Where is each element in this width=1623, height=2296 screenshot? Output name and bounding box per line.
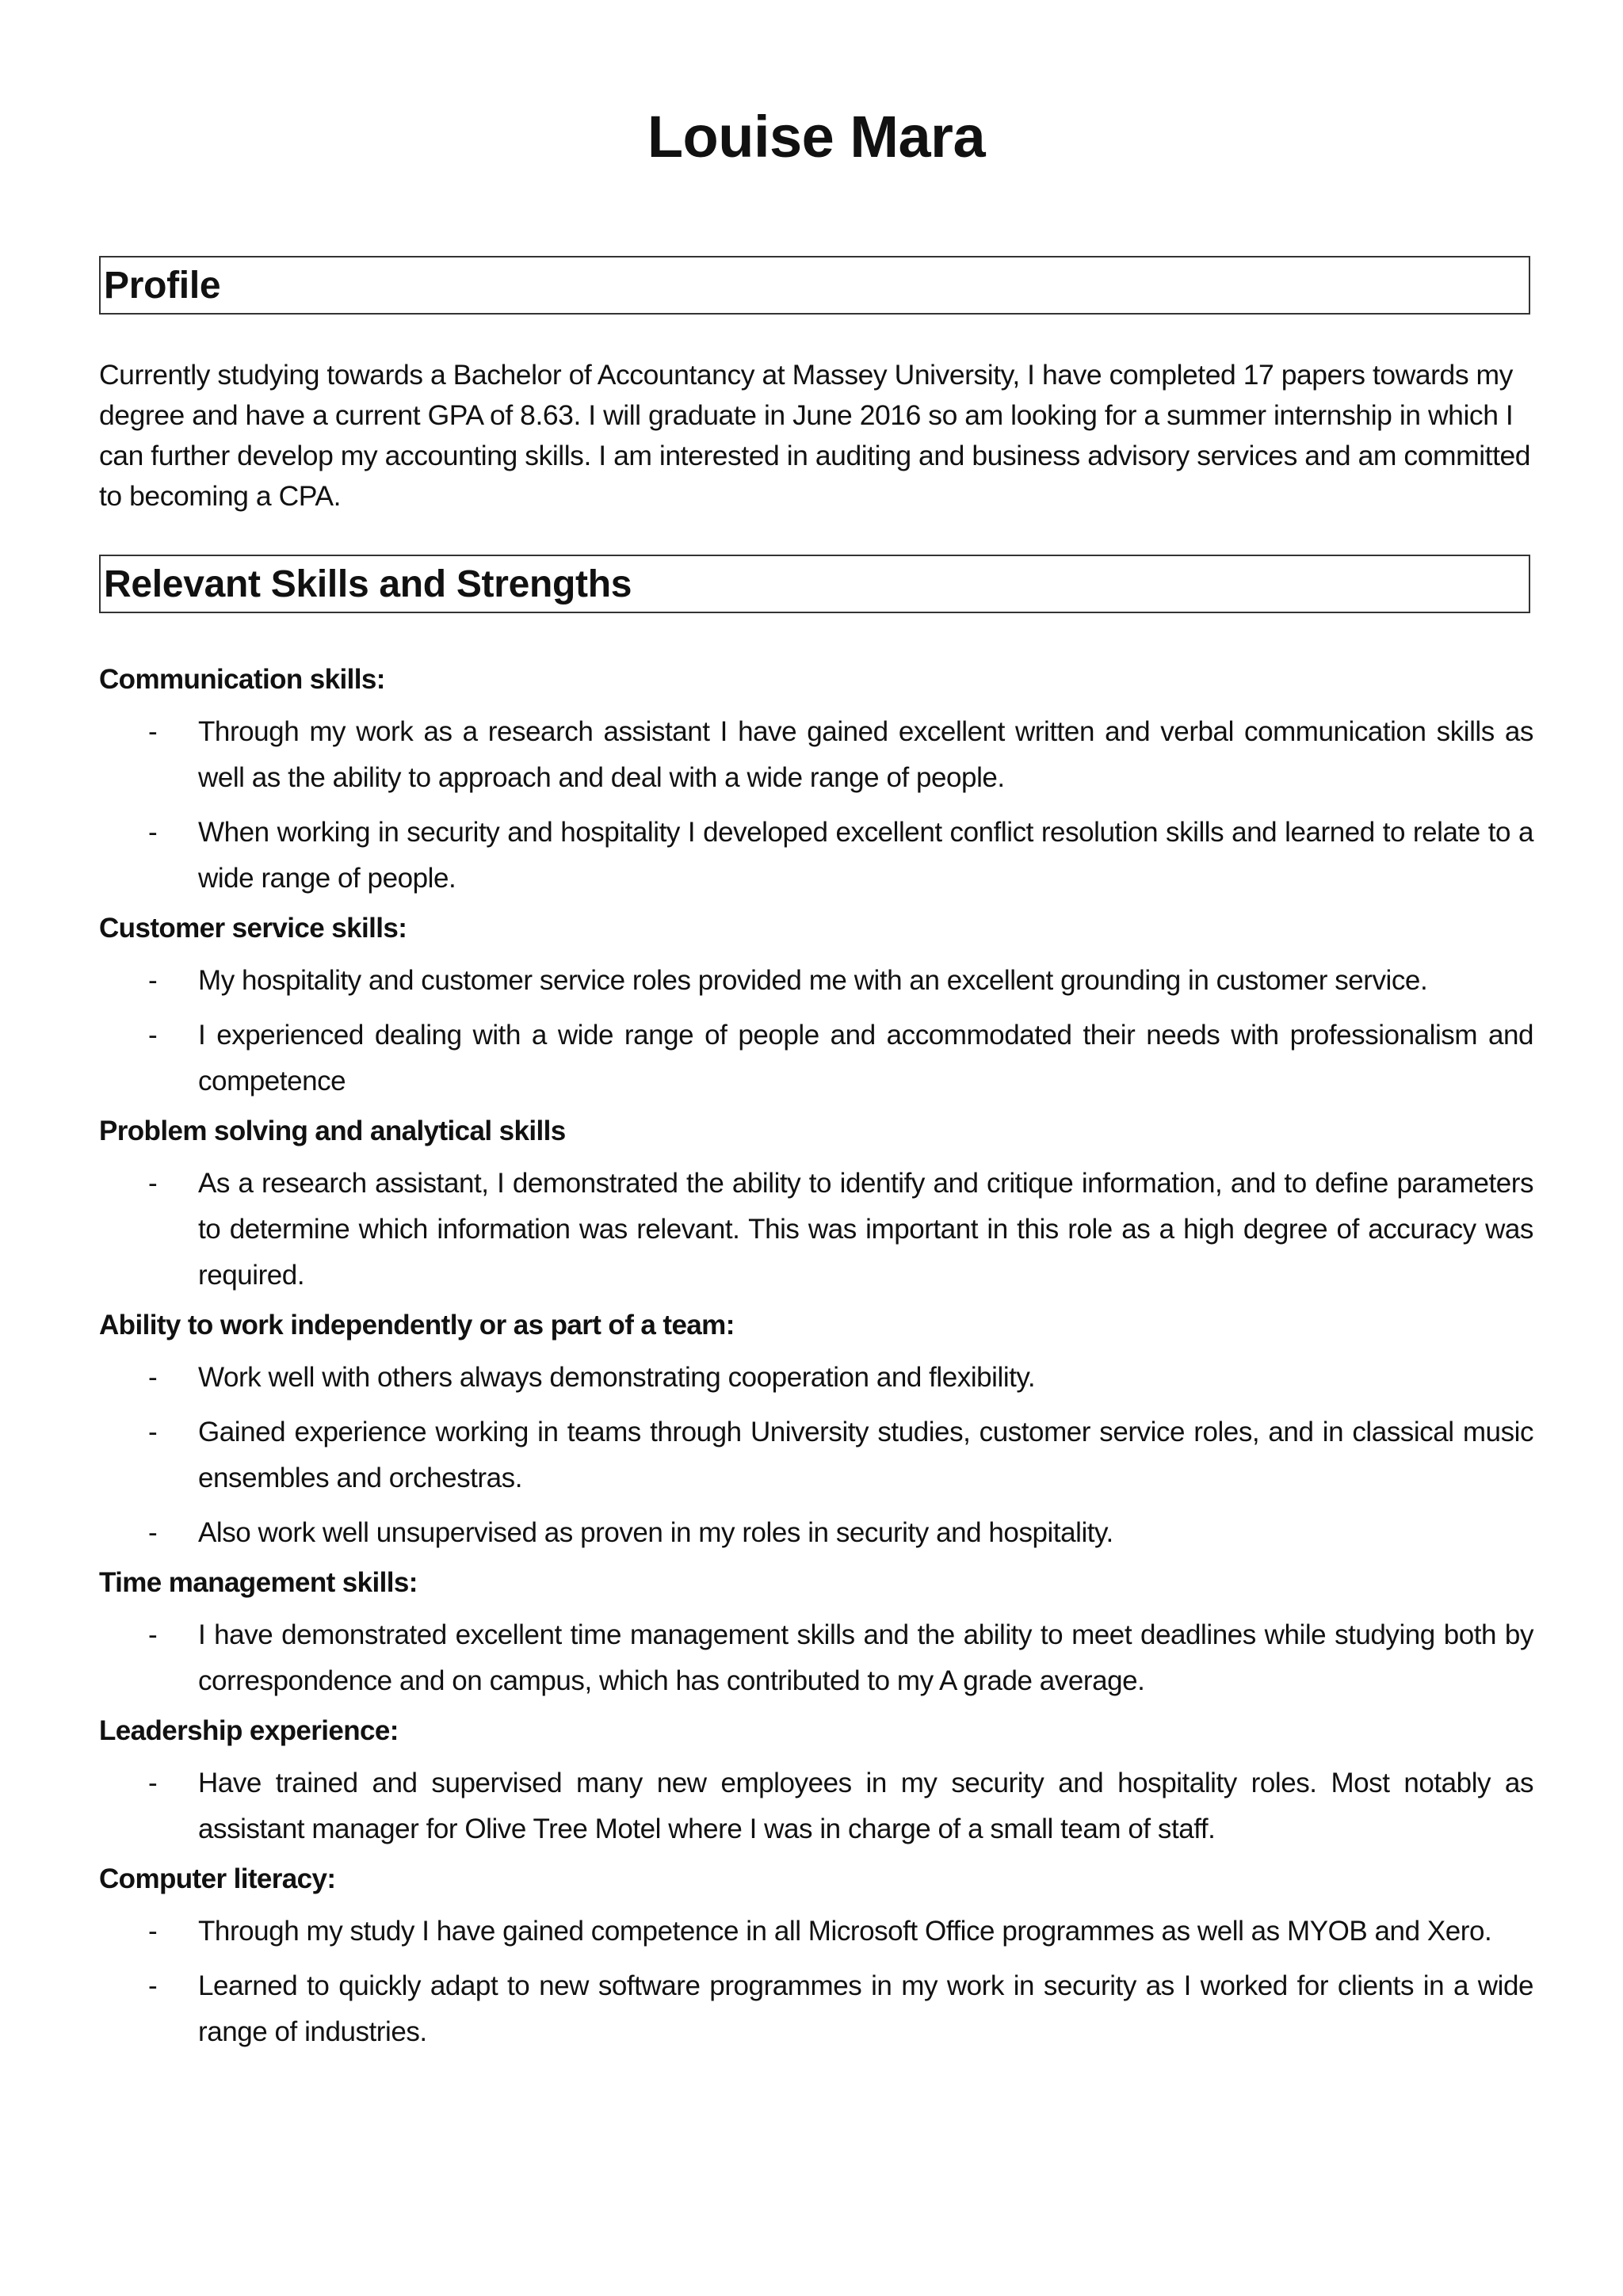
bullet-dash: - (148, 817, 158, 848)
skill-bullet (99, 1760, 1533, 1852)
skill-bullet (99, 1909, 1533, 1955)
skill-group-heading: Computer literacy: (99, 1863, 336, 1894)
profile-text: Currently studying towards a Bachelor of Accountancy at Massey University, I have completed 17 papers towards my degree and have a current GPA of 8.63. I will graduate in June 2016 so am looking for a summer internship in which I can further develop my accounting skills. I am interested in auditing and business advisory services and am committed to becoming a CPA. (99, 359, 1531, 512)
bullet-dash: - (148, 1020, 158, 1051)
bullet-dash: - (148, 1970, 158, 2001)
skill-group-heading: Problem solving and analytical skills (99, 1116, 566, 1146)
skill-bullet (99, 1161, 1533, 1299)
skill-group-heading: Customer service skills: (99, 913, 407, 944)
skill-bullet (99, 1612, 1533, 1704)
skill-bullet-text: Work well with others always demonstrating cooperation and flexibility. (198, 1362, 1036, 1393)
skills-list (99, 659, 1533, 2055)
skill-bullet-text: Have trained and supervised many new employees in my security and hospitality roles. Most notably as assistant manager for Olive Tree Motel where I was in charge of a small team of staff. (198, 1768, 1533, 1844)
bullet-dash: - (148, 1768, 158, 1798)
skill-group-heading: Communication skills: (99, 664, 385, 695)
skill-bullet-text: As a research assistant, I demonstrated the ability to identify and critique information, and to define parameters to determine which information was relevant. This was important in this role as a high degree of accuracy was required. (198, 1168, 1533, 1291)
skills-section-header: Relevant Skills and Strengths (99, 555, 1530, 613)
skill-bullet-text: Gained experience working in teams through University studies, customer service roles, and in classical music ensembles and orchestras. (198, 1417, 1533, 1493)
candidate-name: Louise Mara (647, 104, 986, 170)
skill-group-heading: Time management skills: (99, 1567, 418, 1598)
skill-group-heading: Ability to work independently or as part of a team: (99, 1310, 735, 1341)
skill-group-heading: Leadership experience: (99, 1715, 399, 1746)
skill-bullet-text: I experienced dealing with a wide range of people and accommodated their needs with professionalism and competence (198, 1020, 1533, 1097)
skill-bullet-text: My hospitality and customer service roles provided me with an excellent grounding in customer service. (198, 965, 1428, 996)
bullet-dash: - (148, 1517, 158, 1548)
bullet-dash: - (148, 716, 158, 747)
bullet-dash: - (148, 1417, 158, 1447)
bullet-dash: - (148, 1168, 158, 1199)
skill-bullet (99, 958, 1533, 1004)
profile-section-header: Profile (99, 256, 1530, 315)
skill-bullet-text: Through my study I have gained competence in all Microsoft Office programmes as well as MYOB and Xero. (198, 1916, 1492, 1947)
skill-bullet (99, 1510, 1533, 1556)
skill-bullet (99, 1013, 1533, 1104)
skill-bullet (99, 709, 1533, 801)
bullet-dash: - (148, 965, 158, 996)
skill-bullet-text: When working in security and hospitality I developed excellent conflict resolution skills and learned to relate to a wide range of people. (198, 817, 1533, 894)
skill-bullet-text: Also work well unsupervised as proven in my roles in security and hospitality. (198, 1517, 1113, 1548)
bullet-dash: - (148, 1362, 158, 1393)
skill-bullet (99, 1409, 1533, 1501)
skill-bullet (99, 810, 1533, 902)
skill-bullet-text: Through my work as a research assistant I have gained excellent written and verbal communication skills as well as the ability to approach and deal with a wide range of people. (198, 716, 1533, 793)
bullet-dash: - (148, 1619, 158, 1650)
bullet-dash: - (148, 1916, 158, 1947)
skill-bullet (99, 1355, 1533, 1401)
skill-bullet-text: Learned to quickly adapt to new software programmes in my work in security as I worked for clients in a wide range of industries. (198, 1970, 1533, 2047)
skill-bullet-text: I have demonstrated excellent time management skills and the ability to meet deadlines while studying both by correspondence and on campus, which has contributed to my A grade average. (198, 1619, 1533, 1696)
skill-bullet (99, 1963, 1533, 2055)
